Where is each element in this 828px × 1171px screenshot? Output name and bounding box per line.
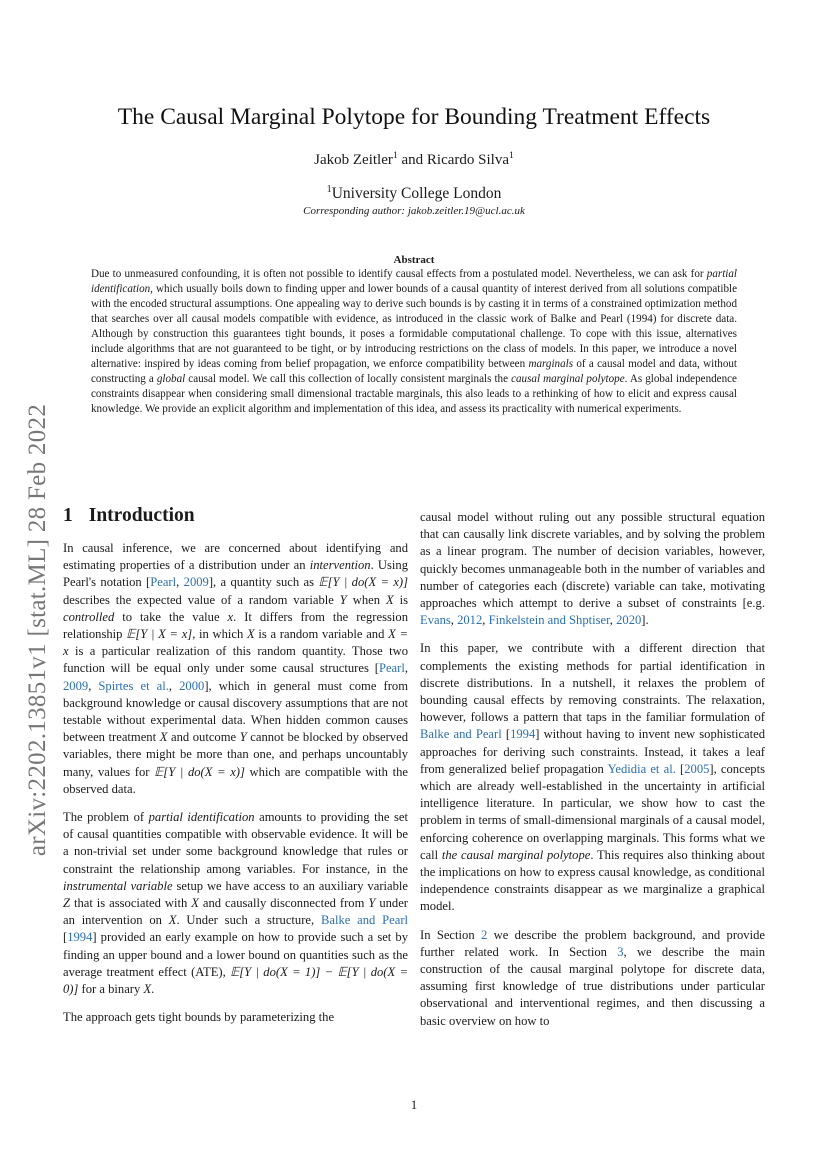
text: is: [393, 592, 408, 607]
math: 𝔼[Y | do(X = x)]: [154, 764, 245, 779]
section-ref-link[interactable]: 3: [617, 944, 624, 959]
text: ,: [168, 678, 180, 693]
citation-link[interactable]: 2009: [63, 678, 89, 693]
intro-paragraph-3: The approach gets tight bounds by parameterizing the: [63, 1010, 335, 1025]
text: that is associated with: [70, 896, 192, 911]
abstract-body: [91, 267, 737, 417]
citation-link[interactable]: 2012: [457, 613, 483, 628]
emphasis: the causal marginal polytope: [441, 847, 591, 862]
citation-link[interactable]: Pearl: [150, 575, 177, 590]
emphasis: controlled: [63, 609, 115, 624]
emphasis: instrumental variable: [63, 878, 173, 893]
text: is a random variable and: [254, 627, 389, 642]
math: X: [247, 627, 255, 642]
text: and causally disconnected from: [198, 896, 369, 911]
author-2: Ricardo Silva: [426, 152, 509, 168]
text: ,: [176, 575, 184, 590]
affiliation: [0, 184, 828, 203]
abstract-heading: Abstract: [393, 254, 435, 266]
text: , in which: [192, 627, 248, 642]
citation-link[interactable]: 2009: [183, 575, 209, 590]
citation-link[interactable]: Balke and Pearl: [320, 913, 409, 928]
emphasis: partial identification: [148, 810, 255, 825]
text: [: [675, 761, 685, 776]
section-title: Introduction: [88, 505, 195, 526]
arxiv-identifier-sidenote: [22, 360, 54, 900]
author-1-affil-mark: 1: [392, 150, 398, 161]
text: which are compatible with the observed data.: [63, 764, 409, 796]
text: for a binary: [78, 982, 144, 997]
text: and outcome: [167, 730, 240, 745]
author-1: Jakob Zeitler: [314, 152, 393, 168]
left-column: [63, 540, 408, 1037]
text: ] provided an early example on how to provide such a set by finding an upper bound and a lower bound on quantities such as the average treatment effect (ATE),: [63, 930, 408, 979]
affiliation-name: University College London: [331, 185, 502, 203]
citation-link[interactable]: Evans: [420, 613, 451, 628]
math: Z: [63, 896, 71, 911]
abstract-emphasis: partial identification: [91, 268, 737, 295]
abstract-emphasis: global: [156, 373, 186, 385]
text: under an intervention on: [63, 896, 409, 928]
intro-paragraph-6: [420, 927, 765, 1030]
text: we describe the problem background, and provide further related work. In Section: [420, 927, 765, 959]
text: is a particular realization of this random quantity. Those two function will be equal only under some causal structures [: [63, 644, 408, 676]
citation-link[interactable]: 2005: [684, 761, 710, 776]
text: . It differs from the regression relationship: [63, 609, 408, 642]
citation-link[interactable]: Finkelstein and Shptiser: [488, 613, 610, 628]
text: ], a quantity such as: [208, 575, 319, 590]
emphasis: intervention: [309, 558, 371, 573]
math: x: [227, 609, 234, 624]
text: describes the expected value of a random variable: [63, 592, 340, 607]
citation-link[interactable]: Yedidia et al.: [607, 761, 676, 776]
text: [: [63, 930, 68, 945]
math: Y: [239, 730, 247, 745]
intro-paragraph-4: [420, 509, 765, 629]
text: , we describe the main construction of the causal marginal polytope for discrete data, assuming first knowledge of true distributions under particular observational and interventional regimes, and then discussing a basic overview on how to: [420, 944, 766, 1028]
math: X: [168, 913, 177, 928]
author-list: [0, 150, 828, 169]
intro-paragraph-2: [63, 809, 408, 998]
corresponding-author: Corresponding author: jakob.zeitler.19@ucl.ac.uk: [303, 205, 525, 217]
text: cannot be blocked by observed variables, there might be more than one, and perhaps uncountably many, values for: [63, 730, 408, 779]
text: In Section: [420, 927, 481, 942]
abstract-text: , which usually boils down to finding upper and lower bounds of a causal quantity of interest derived from all solutions compatible with the encoded structural assumptions. One appealing way to derive such bounds is by casting it in terms of a constrained optimization method that searches over all causal models compatible with evidence, as introduced in the classic work of Balke and Pearl (1994) for discrete data. Although by construction this guarantees tight bounds, it poses a formidable computational challenge. To cope with this issue, alternatives include algorithms that are not guaranteed to be tight, or by introducing restrictions on the class of models. In this paper, we introduce a novel alternative: inspired by ideas coming from belief propagation, we enforce compatibility between: [91, 283, 737, 370]
text: . This requires also thinking about the implications on how to express causal knowledge, as conditional independence constraints disappear as we marginalize a graphical model.: [420, 847, 765, 914]
text: causal model without ruling out any possible structural equation that can causally link discrete variables, and by solving the problem as a linear program. The number of decision variables, however, quickly becomes unmanageable both in the number of variables and number of categories each (discrete) variable can take, motivating approaches which attempt to derive a subset of constraints [e.g.: [420, 510, 765, 611]
right-column: [420, 509, 765, 1041]
text: . Using Pearl's notation [: [63, 558, 409, 590]
math: Y: [339, 592, 347, 607]
text: amounts to providing the set of causal quantities compatible with observable evidence. It will be a non-trivial set under some background knowledge that rules or constraint the relationship among variables. For instance, in the: [63, 810, 409, 876]
section-ref-link[interactable]: 2: [480, 927, 488, 942]
citation-link[interactable]: Pearl: [378, 661, 405, 676]
text: .: [151, 982, 155, 997]
text: [: [501, 727, 511, 742]
abstract-text: of a causal model and data, without constructing a: [91, 358, 737, 385]
math: X: [191, 896, 199, 911]
math: X: [159, 730, 168, 745]
citation-link[interactable]: 2000: [179, 678, 205, 693]
math: Y: [368, 896, 376, 911]
text: ], concepts which are already well-established in the uncertainty in artificial intelligence literature. In particular, we show how to cast the problem in terms of small-dimensional marginals of a causal model, enforcing coherence on overlapping marginals. This forms what we call: [420, 761, 765, 862]
abstract-emphasis: marginals: [528, 358, 574, 370]
citation-link[interactable]: 1994: [67, 930, 93, 945]
text: In this paper, we contribute with a different direction that complements the existing methods for partial identification in discrete distributions. In a nutshell, it relaxes the problem of bounding causal effects by removing constraints. The relaxation, however, follows a pattern that taps in the familiar formulation of: [420, 641, 765, 725]
abstract-text: . As global independence constraints disappear when considering small dimensional tractable marginals, this also leads to a rethinking of how to elicit and express causal knowledge. We provide an explicit algorithm and implementation of this idea, and assess its practicality with numerical experiments.: [91, 373, 737, 415]
text: to take the value: [114, 609, 228, 624]
math: X = x: [63, 627, 408, 659]
text: ,: [404, 661, 408, 676]
abstract-text: causal model. We call this collection of locally consistent marginals the: [185, 373, 512, 385]
citation-link[interactable]: 2020: [616, 613, 642, 628]
paper-title: The Causal Marginal Polytope for Bounding Treatment Effects: [117, 104, 711, 130]
author-2-affil-mark: 1: [508, 150, 514, 161]
text: ,: [88, 678, 99, 693]
math: 𝔼[Y | do(X = x)]: [318, 575, 409, 590]
text: The problem of: [63, 810, 149, 825]
citation-link[interactable]: 1994: [510, 727, 536, 742]
math: X: [143, 982, 152, 997]
section-number: 1: [63, 505, 73, 526]
citation-link[interactable]: Balke and Pearl: [420, 727, 502, 742]
text: ,: [609, 613, 617, 628]
math: X: [385, 592, 394, 607]
page-number: 1: [410, 1098, 418, 1112]
arxiv-identifier: arXiv:2202.13851v1 [stat.ML] 28 Feb 2022: [24, 403, 51, 857]
text: setup we have access to an auxiliary variable: [172, 878, 408, 893]
text: ,: [450, 613, 458, 628]
text: ,: [482, 613, 489, 628]
author-separator: and: [397, 152, 427, 168]
math: 𝔼[Y | do(X = 1)] − 𝔼[Y | do(X = 0)]: [63, 964, 409, 997]
text: In causal inference, we are concerned about identifying and estimating properties of a distribution under an: [63, 541, 408, 573]
intro-paragraph-5: [420, 640, 765, 915]
math: 𝔼[Y | X = x]: [126, 627, 193, 642]
text: ], which in general must come from background knowledge or causal discovery assumptions that are not testable without experimental data. When hidden common causes between treatment: [63, 678, 409, 745]
citation-link[interactable]: Spirtes et al.: [98, 678, 169, 693]
text: ].: [641, 613, 649, 628]
text: . Under such a structure,: [176, 913, 321, 928]
affiliation-mark: 1: [326, 184, 332, 195]
section-heading: [63, 505, 195, 527]
abstract-emphasis: causal marginal polytope: [511, 373, 625, 385]
text: when: [346, 592, 386, 607]
text: ] without having to invent new sophisticated approaches for deriving such constraints. Instead, it takes a leaf from generalized belief propagation: [420, 727, 766, 776]
intro-paragraph-1: [63, 540, 408, 798]
abstract-text: Due to unmeasured confounding, it is often not possible to identify causal effects from a postulated model. Nevertheless, we can ask for: [91, 268, 707, 280]
